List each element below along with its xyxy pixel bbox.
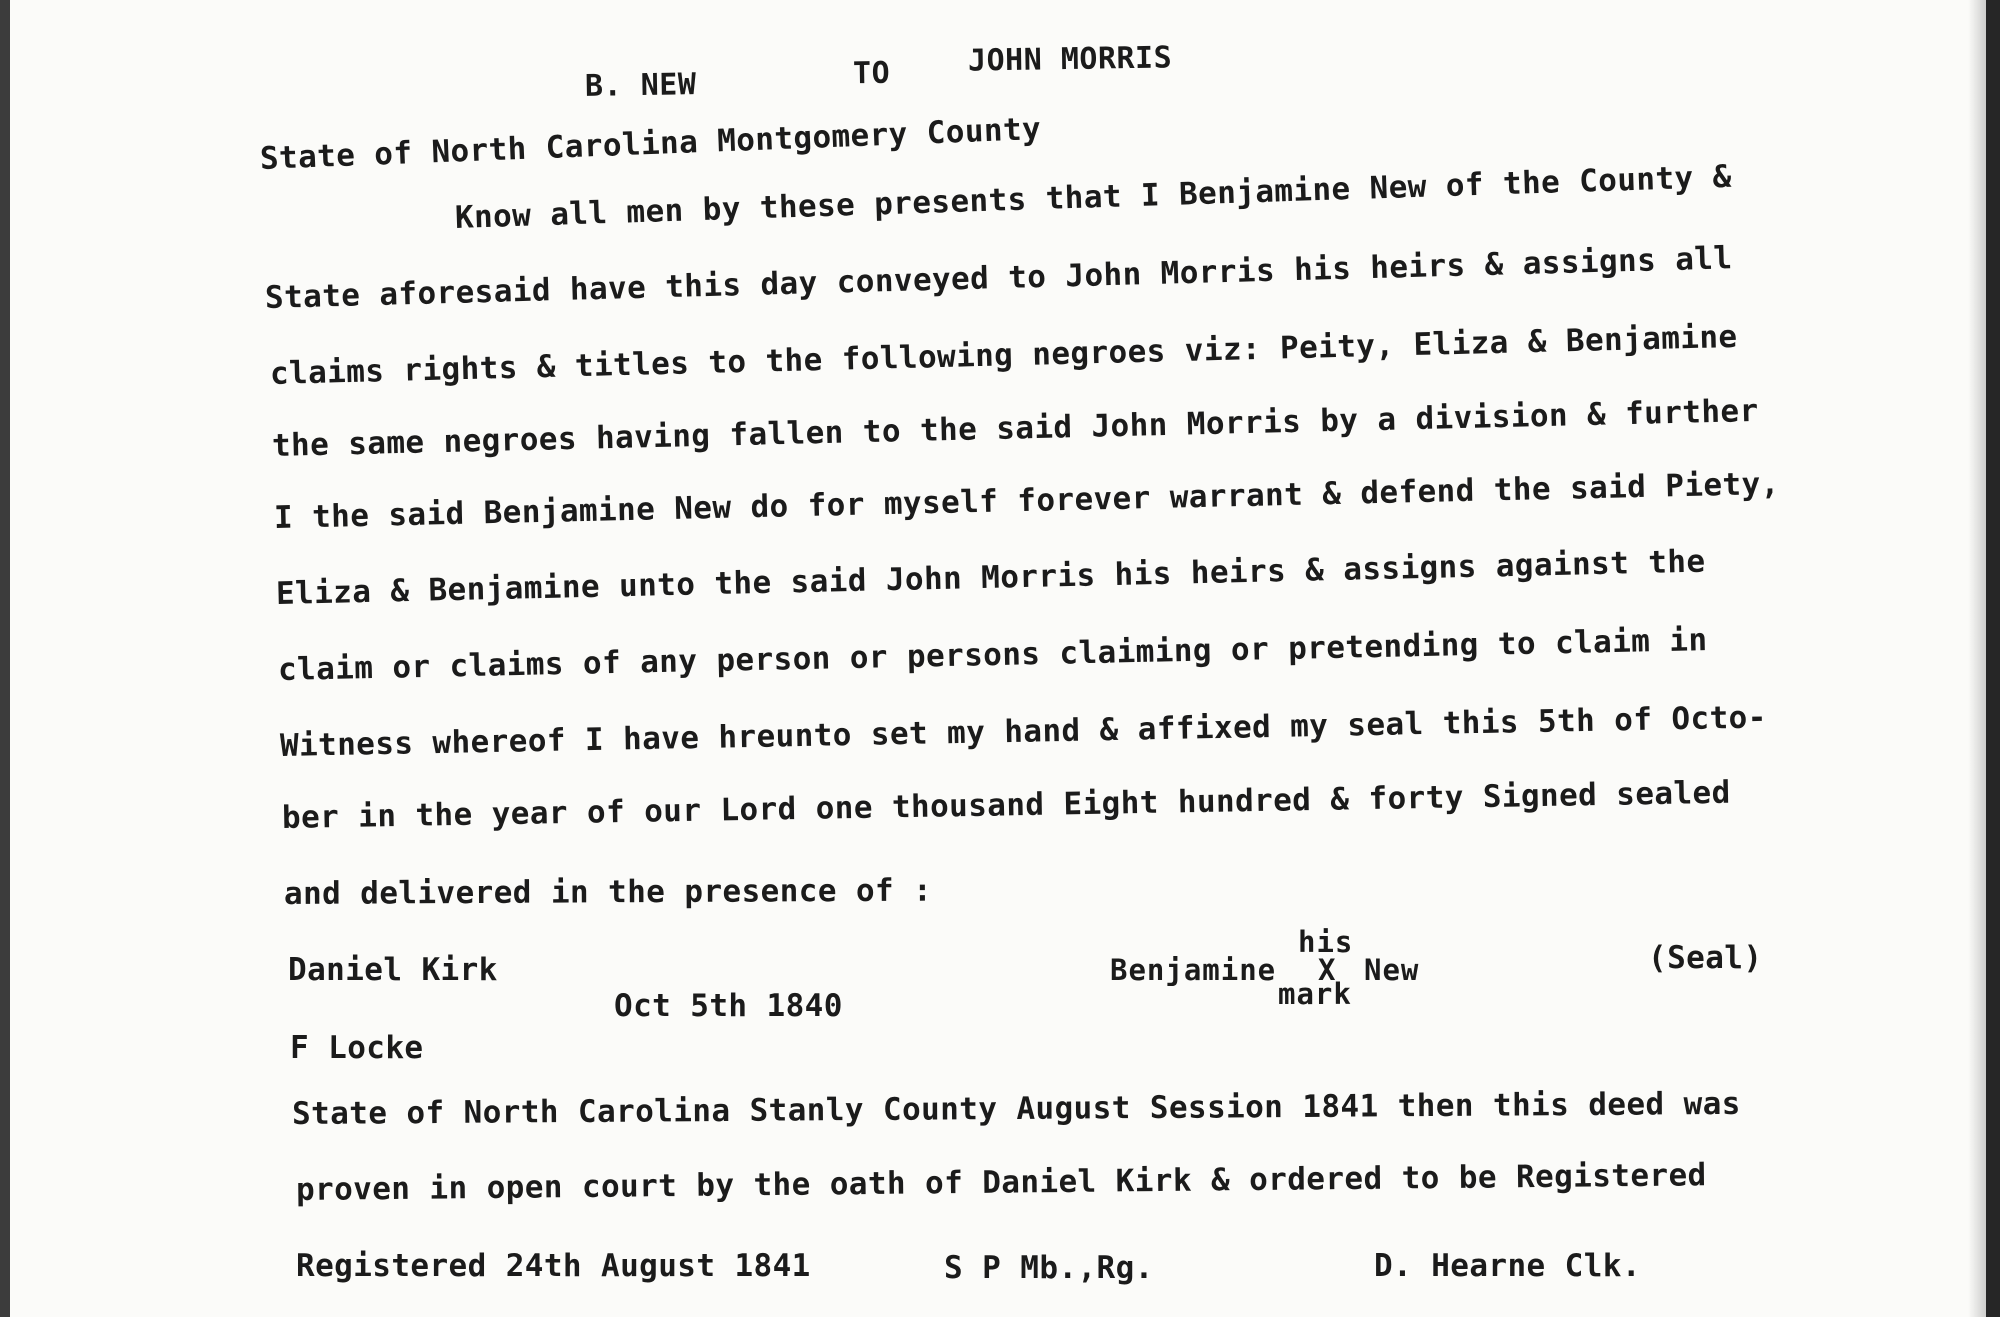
body-line-4: the same negroes having fallen to the said John Morris by a division & further — [271, 392, 1759, 464]
registered-date: Registered 24th August 1841 — [296, 1248, 811, 1284]
deed-date: Oct 5th 1840 — [614, 988, 843, 1024]
signer-his: his — [1298, 925, 1354, 959]
clerk-name: D. Hearne Clk. — [1374, 1248, 1641, 1284]
seal-label: (Seal) — [1648, 940, 1763, 976]
scan-edge-left — [0, 0, 10, 1317]
body-line-10: and delivered in the presence of : — [283, 872, 933, 912]
signer-first-name: Benjamine — [1110, 953, 1277, 987]
body-line-6: Eliza & Benjamine unto the said John Morris his heirs & assigns against the — [275, 543, 1706, 612]
scan-edge-right — [1986, 0, 2000, 1317]
body-line-5: I the said Benjamine New do for myself forever warrant & defend the said Piety, — [273, 465, 1781, 536]
body-line-3: claims rights & titles to the following negroes viz: Peity, Eliza & Benjamine — [269, 318, 1738, 392]
body-line-1: Know all men by these presents that I Benjamine New of the County & — [454, 158, 1733, 236]
header-to: TO — [852, 55, 891, 92]
signer-last-name: New — [1364, 953, 1420, 987]
body-line-2: State aforesaid have this day conveyed to John Morris his heirs & assigns all — [264, 240, 1733, 316]
register-initials: S P Mb.,Rg. — [944, 1250, 1154, 1286]
header-grantee: JOHN MORRIS — [967, 40, 1173, 79]
signer-mark-label: mark — [1278, 977, 1352, 1011]
body-line-8: Witness whereof I have hreunto set my hand & affixed my seal this 5th of Octo- — [279, 699, 1768, 764]
scan-edge-shadow — [1968, 0, 1986, 1317]
witness-daniel-kirk: Daniel Kirk — [288, 952, 498, 988]
header-grantor: B. NEW — [584, 67, 697, 104]
witness-f-locke: F Locke — [290, 1030, 424, 1066]
body-line-9: ber in the year of our Lord one thousand Eight hundred & forty Signed sealed — [281, 774, 1731, 836]
signer-mark-x: X — [1318, 953, 1337, 987]
body-line-7: claim or claims of any person or persons claiming or pretending to claim in — [277, 622, 1708, 688]
location-line: State of North Carolina Montgomery County — [259, 111, 1042, 177]
probate-line-1: State of North Carolina Stanly County August Session 1841 then this deed was — [291, 1085, 1741, 1132]
probate-line-2: proven in open court by the oath of Daniel Kirk & ordered to be Registered — [295, 1157, 1707, 1208]
